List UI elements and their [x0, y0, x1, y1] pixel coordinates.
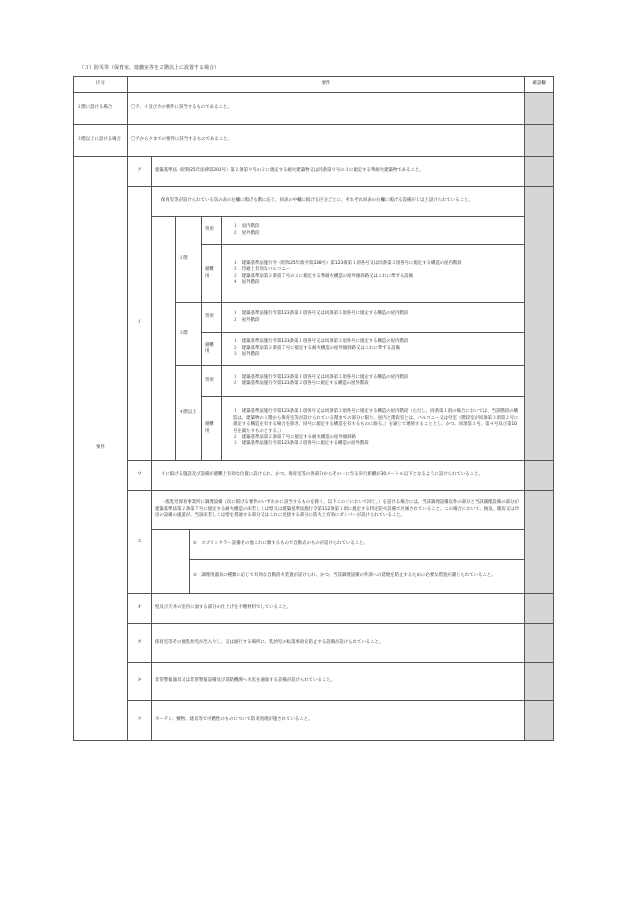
- list-item: ４ 屋外階段: [233, 279, 260, 285]
- floor3-jouyou-list: [222, 303, 525, 333]
- item-e-indent-space: [152, 530, 190, 560]
- floor2-jouyou: 常用: [202, 217, 222, 245]
- row-2f-label: ２階に設ける場合: [74, 93, 128, 125]
- floor4-hinan-list: [222, 397, 525, 461]
- row-2f-text: 〇ア、イ及びカの要件に該当するものであること。: [128, 93, 525, 125]
- floor2-hinan: 避難用: [202, 245, 222, 303]
- section-caption: （３）防災等（保育室、遊戯室等を２階以上に設置する場合）: [79, 65, 220, 71]
- floor3-label: ３階: [176, 303, 202, 366]
- item-e-mark: エ: [128, 491, 152, 594]
- item-i-mark: イ: [128, 187, 152, 461]
- list-item: ３ 屋外階段: [233, 352, 260, 358]
- item-e-sub2: ② 調理用器具の種類に応じて有効な自動消火装置が設けられ、かつ、当該調理設備の外部への延焼を防止するために必要な措置が講じられていること。: [190, 560, 525, 594]
- requirements-table: [73, 76, 554, 741]
- list-item: ２ 建築基準法第２条第７号に規定する耐火構造の屋外傾斜路: [233, 434, 356, 440]
- item-o-text: 壁及び天井の室内に面する部分の仕上げを不燃材料でしていること。: [152, 594, 525, 624]
- youken-label: 要件: [74, 157, 128, 741]
- floor2-hinan-list: [222, 245, 525, 303]
- check-cell-a: [525, 157, 554, 187]
- floor4-jouyou-list: [222, 366, 525, 397]
- item-a-text: 建築基準法（昭和25年法律第201号）第２条第９号の２に規定する耐火建築物又は同条第９号の３に規定する準耐火建築物であること。: [152, 157, 525, 187]
- floor2-label: ２階: [176, 217, 202, 303]
- item-e-intro: 一般乳児保育事業所に調理設備（次に掲げる要件のいずれかに該当するものを除く。以下この＜において同じ。）を設ける場合には、当該調理設備以外の部分と当該調理設備の部分が建築基準法第２条第７号に規定する耐火構造の床若しくは壁又は建築基準法施行令第112条第１項に規定する特定防火設備で区画されていること。この場合において、換気、暖房又は冷房の設備の風道が、当該床若しくは壁を貫通する部分又はこれに近接する部分に防火上有効にダンパーが設けられていること。: [152, 491, 525, 530]
- list-item: ２ 建築基準法第２条第７号に規定する耐火構造の屋外傾斜路又はこれに準ずる設備: [233, 345, 400, 351]
- floor3-hinan-list: [222, 333, 525, 366]
- floor4-hinan: 避難用: [202, 397, 222, 461]
- check-cell-ka: [525, 624, 554, 663]
- list-item: １ 建築基準法施行令（昭和25年政令第338号）第123条第１項各号又は同条第３項各号に規定する構造の屋内階段: [233, 260, 462, 266]
- check-cell-i: [525, 187, 554, 461]
- floor3-hinan: 避難用: [202, 333, 222, 366]
- list-item: １ 建築基準法施行令第123条第１項各号又は同条第３項各号に規定する構造の屋内階段: [233, 339, 409, 345]
- item-ka-text: 保育室等その他乳幼児が出入りし、又は通行する場所に、乳幼児の転落事故を防止する設備が設けられていること。: [152, 624, 525, 663]
- row-3f-label: ３階以上に設ける場合: [74, 125, 128, 157]
- item-a-mark: ア: [128, 157, 152, 187]
- list-item: ３ 建築基準法施行令第123条第２項各号に規定する構造の屋外階段: [233, 441, 369, 447]
- item-ki-text: 非常警報器具又は非常警報設備及び消防機関へ火災を通報する設備が設けられていること。: [152, 663, 525, 701]
- check-cell-2f: [525, 93, 554, 125]
- item-ka-mark: カ: [128, 624, 152, 663]
- list-item: １ 建築基準法施行令第123条第１項各号又は同条第３項各号に規定する構造の屋内階段: [233, 374, 409, 380]
- list-item: １ 建築基準法施行令第123条第１項各号又は同条第３項各号に規定する構造の屋内階段（ただし、同条第１項の場合においては、当該階段の構造は、建築物の１階から保育室等が設けられている階までの部分に限り、屋内と階段室とは、バルコニー又は付室（階段室が同条第３項第２号に規定する構造を有する場合を除き、同号に規定する構造を有するものに限る。）を通じて連絡することとし、かつ、同項第３号、第４号及び第10号を満たすものとする。）: [233, 409, 519, 434]
- check-cell-u: [525, 461, 554, 491]
- item-u-mark: ウ: [128, 461, 152, 491]
- item-o-mark: オ: [128, 594, 152, 624]
- floor4-label: ４階以上: [176, 366, 202, 461]
- item-ku-text: カーテン、敷物、建具等で可燃性のものについて防炎処理が施されていること。: [152, 701, 525, 741]
- check-cell-3f: [525, 125, 554, 157]
- list-item: １ 建築基準法施行令第123条第１項各号又は同条第３項各号に規定する構造の屋内階段: [233, 311, 409, 317]
- check-cell-e: [525, 491, 554, 594]
- check-cell-o: [525, 594, 554, 624]
- header-kakunin: 確認欄: [525, 77, 554, 93]
- list-item: ２ 建築基準法施行令第123条第２項各号に規定する構造の屋外階段: [233, 381, 369, 386]
- floor3-jouyou: 常用: [202, 303, 222, 333]
- check-cell-ki: [525, 663, 554, 701]
- item-u-text: イに掲げる施設及び設備が避難上有効な位置に設けられ、かつ、保育室等の各部分からその一に至る歩行距離が30メートル以下となるように設けられていること。: [152, 461, 525, 491]
- list-item: ２ 屋外階段: [233, 230, 260, 236]
- header-youken: 要件: [128, 77, 525, 93]
- item-e-sub1: ① スプリンクラー設備その他これに類するもので自動式のものが設けられていること。: [190, 530, 525, 560]
- list-item: ３ 建築基準法第２条第７号の２に規定する準耐火構造の屋外傾斜路又はこれに準ずる設備: [233, 273, 414, 279]
- floor2-jouyou-list: [222, 217, 525, 245]
- item-ku-mark: ク: [128, 701, 152, 741]
- item-e-indent-space: [152, 560, 190, 594]
- row-3f-text: 〇アからクまでの要件に該当するものであること。: [128, 125, 525, 157]
- check-cell-ku: [525, 701, 554, 741]
- item-i-intro: 保育室等が設けられている次の表の左欄に掲げる階に応じ、同表の中欄に掲げる区分ごとに、それぞれ同表の右欄に掲げる設備が１以上設けられていること。: [152, 187, 525, 217]
- floor4-jouyou: 常用: [202, 366, 222, 397]
- list-item: ２ 屋外階段: [233, 317, 260, 323]
- list-item: １ 屋内階段: [233, 224, 260, 230]
- list-item: ２ 待避上有効なバルコニー: [233, 267, 291, 273]
- header-kubun: 区分: [74, 77, 128, 93]
- item-ki-mark: キ: [128, 663, 152, 701]
- item-i-indent-space: [152, 217, 176, 461]
